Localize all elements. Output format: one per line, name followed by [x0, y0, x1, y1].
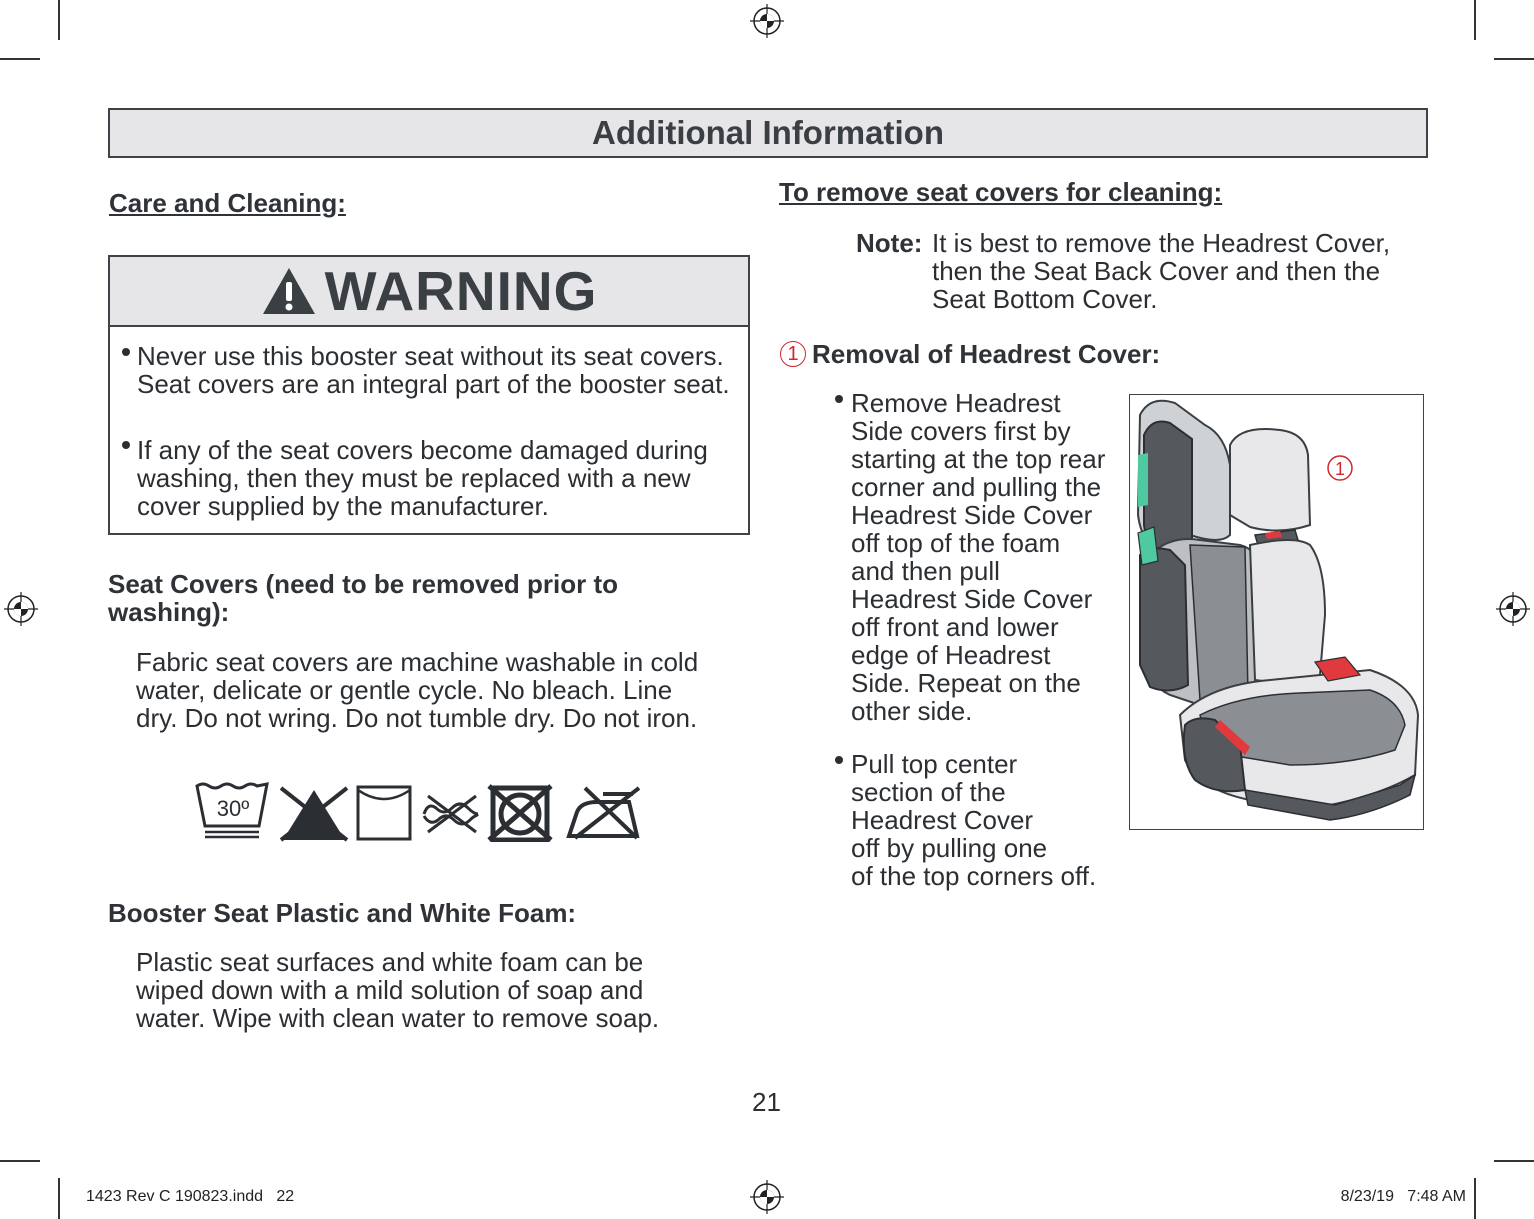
note-label: Note:: [856, 228, 923, 258]
text-line: Side covers first by: [851, 416, 1071, 446]
step-number-badge: 1: [780, 341, 806, 367]
footer-timestamp: 8/23/19 7:48 AM: [1340, 1188, 1466, 1205]
text-line: edge of Headrest: [851, 640, 1051, 670]
crop-mark: [1474, 1178, 1476, 1219]
care-heading: Care and Cleaning:: [109, 188, 346, 218]
text-line: corner and pulling the: [851, 472, 1102, 502]
no-bleach-icon: [279, 784, 349, 842]
registration-mark-icon: [750, 1180, 784, 1214]
text-line: Headrest Cover: [851, 805, 1034, 835]
booster-seat-figure: [1129, 394, 1424, 830]
section-title-bar: [108, 108, 1428, 158]
footer-file-info: 1423 Rev C 190823.indd 22: [86, 1188, 295, 1205]
text-line: water, delicate or gentle cycle. No bleach. Line: [136, 675, 673, 705]
text-line: then the Seat Back Cover and then the: [932, 256, 1381, 286]
crop-mark: [0, 1160, 40, 1162]
warning-bullet: Never use this booster seat without its seat covers. Seat covers are an integral part of the booster seat.: [137, 341, 730, 399]
text-line: other side.: [851, 696, 973, 726]
text-line: off front and lower: [851, 612, 1059, 642]
text-line: of the top corners off.: [851, 861, 1097, 891]
heading-line: Seat Covers (need to be removed prior to: [108, 569, 619, 599]
removal-heading: To remove seat covers for cleaning:: [779, 177, 1223, 207]
text-line: off by pulling one: [851, 833, 1048, 863]
text-line: starting at the top rear: [851, 444, 1106, 474]
step-heading: [780, 340, 1160, 368]
no-tumble-dry-icon: [487, 784, 553, 842]
seat-covers-text: [136, 648, 698, 732]
crop-mark: [58, 0, 60, 40]
text-line: It is best to remove the Headrest Cover,: [932, 228, 1391, 258]
registration-mark-icon: [4, 592, 38, 626]
warning-bullet: If any of the seat covers become damaged during washing, then they must be replaced with a new cover supplied by the manufacturer.: [137, 435, 708, 521]
wash-30-icon: [193, 780, 273, 844]
no-wring-icon: [420, 792, 482, 836]
registration-mark-icon: [1496, 592, 1530, 626]
crop-mark: [0, 58, 40, 60]
text-line: Headrest Side Cover: [851, 584, 1093, 614]
warning-label: WARNING: [324, 260, 598, 322]
text-line: Side. Repeat on the: [851, 668, 1081, 698]
bullet-dot: [122, 441, 130, 449]
heading-line: washing):: [108, 597, 230, 627]
no-iron-icon: [563, 784, 647, 842]
text-line: off top of the foam: [851, 528, 1061, 558]
plastic-text: [136, 948, 659, 1032]
bullet-dot: [835, 756, 843, 764]
warning-header: [110, 257, 748, 327]
note-text: [932, 229, 1390, 313]
page-number: 21: [752, 1087, 781, 1117]
bullet-dot: [122, 348, 130, 356]
laundry-symbols: [193, 780, 648, 844]
page-title: Additional Information: [592, 114, 944, 151]
text-line: Headrest Side Cover: [851, 500, 1093, 530]
text-line: section of the: [851, 777, 1006, 807]
removal-bullet: [851, 750, 1096, 890]
text-line: and then pull: [851, 556, 1000, 586]
bullet-dot: [835, 395, 843, 403]
plastic-heading: Booster Seat Plastic and White Foam:: [108, 898, 577, 928]
text-line: water. Wipe with clean water to remove soap.: [136, 1003, 660, 1033]
text-line: Remove Headrest: [851, 388, 1061, 418]
warning-box: [108, 255, 750, 535]
text-line: Seat Bottom Cover.: [932, 284, 1158, 314]
crop-mark: [1494, 58, 1534, 60]
text-line: Plastic seat surfaces and white foam can be: [136, 947, 644, 977]
crop-mark: [1494, 1160, 1534, 1162]
line-dry-icon: [355, 784, 413, 842]
warning-triangle-icon: [261, 266, 317, 316]
removal-bullet: [851, 389, 1105, 725]
booster-seat-illustration: [1130, 395, 1422, 828]
step-title: Removal of Headrest Cover:: [812, 339, 1161, 369]
text-line: Pull top center: [851, 749, 1018, 779]
text-line: Fabric seat covers are machine washable in cold: [136, 647, 699, 677]
text-line: dry. Do not wring. Do not tumble dry. Do not iron.: [136, 703, 698, 733]
seat-covers-heading: [108, 570, 618, 626]
wash-temp-label: 30º: [216, 796, 250, 821]
crop-mark: [58, 1178, 60, 1219]
figure-callout: 1: [1334, 459, 1346, 479]
crop-mark: [1474, 0, 1476, 40]
registration-mark-icon: [750, 4, 784, 38]
text-line: wiped down with a mild solution of soap and: [136, 975, 644, 1005]
